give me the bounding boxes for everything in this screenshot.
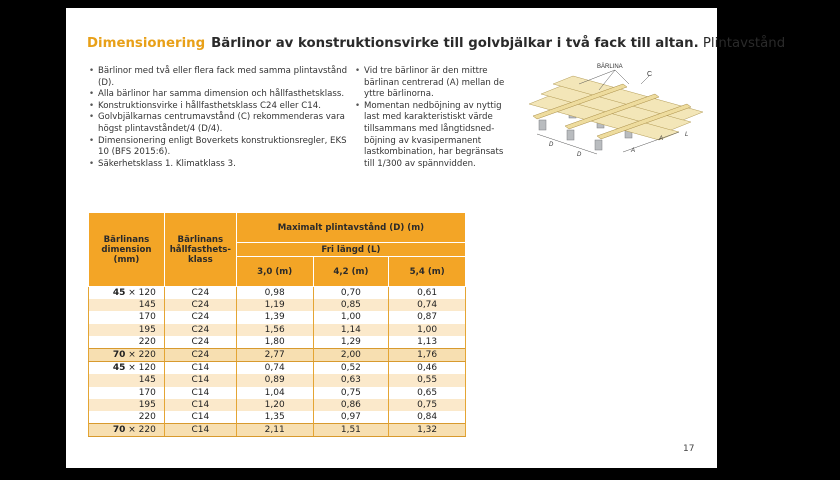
cell-value: 1,32: [389, 424, 466, 437]
cell-dimension: 170: [89, 311, 165, 323]
page-heading: [87, 36, 785, 51]
label-d: D: [549, 142, 554, 148]
cell-value: 1,13: [389, 336, 466, 349]
header-length-2: 4,2 (m): [313, 257, 389, 287]
table-row: [89, 362, 466, 375]
cell-value: 0,75: [313, 387, 389, 399]
cell-dimension: 45 × 120: [89, 362, 165, 375]
cell-value: 1,51: [313, 424, 389, 437]
cell-value: 0,75: [389, 399, 466, 411]
cell-value: 2,11: [236, 424, 313, 437]
header-dimension: Bärlinans dimension (mm): [89, 213, 165, 287]
table-row: [89, 349, 466, 362]
cell-class: C14: [164, 399, 236, 411]
cell-value: 1,29: [313, 336, 389, 349]
cell-value: 0,55: [389, 374, 466, 386]
cell-class: C14: [164, 411, 236, 424]
cell-dimension: 220: [89, 336, 165, 349]
table-row: [89, 387, 466, 399]
cell-class: C14: [164, 374, 236, 386]
bullet-item: • Vid tre bärlinor är den mittre bärlinan centrerad (A) mellan de yttre bärlinorna.: [355, 66, 515, 101]
cell-value: 0,61: [389, 287, 466, 300]
cell-dimension: 145: [89, 374, 165, 386]
cell-class: C24: [164, 299, 236, 311]
cell-value: 1,35: [236, 411, 313, 424]
cell-value: 1,80: [236, 336, 313, 349]
document-page: [66, 8, 786, 468]
cell-class: C24: [164, 311, 236, 323]
table-row: [89, 411, 466, 424]
cell-value: 1,04: [236, 387, 313, 399]
dimension-table: [88, 212, 466, 437]
cell-value: 0,89: [236, 374, 313, 386]
cell-class: C14: [164, 362, 236, 375]
label-barlina: BÄRLINA: [597, 64, 623, 70]
heading-accent: Dimensionering: [87, 36, 206, 51]
table-row: [89, 311, 466, 323]
deck-structure-diagram: [519, 54, 709, 174]
bullet-item: • Alla bärlinor har samma dimension och hållfasthetsklass.: [89, 89, 351, 101]
table-row: [89, 287, 466, 300]
cell-value: 0,70: [313, 287, 389, 300]
page-number: 17: [683, 444, 695, 454]
cell-value: 1,56: [236, 324, 313, 336]
bullet-item: • Dimensionering enligt Boverkets konstruktionsregler, EKS 10 (BFS 2015:6).: [89, 136, 351, 159]
header-length-3: 5,4 (m): [389, 257, 466, 287]
table-body: [89, 287, 466, 437]
cell-value: 0,98: [236, 287, 313, 300]
cell-class: C24: [164, 287, 236, 300]
header-max-distance: Maximalt plintavstånd (D) (m): [236, 213, 465, 243]
table-row: [89, 324, 466, 336]
cell-value: 1,00: [313, 311, 389, 323]
cell-value: 0,52: [313, 362, 389, 375]
table-row: [89, 399, 466, 411]
cell-value: 1,19: [236, 299, 313, 311]
heading-title: Bärlinor av konstruktionsvirke till golvbjälkar i två fack till altan.: [211, 36, 699, 51]
cell-dimension: 145: [89, 299, 165, 311]
cell-value: 0,74: [236, 362, 313, 375]
label-c: C: [647, 71, 653, 78]
table-row: [89, 336, 466, 349]
cell-value: 1,14: [313, 324, 389, 336]
table-row: [89, 299, 466, 311]
cell-value: 0,74: [389, 299, 466, 311]
bullet-list-left: [89, 66, 351, 170]
cell-value: 0,97: [313, 411, 389, 424]
header-class: Bärlinans hållfasthets-klass: [164, 213, 236, 287]
table-row: [89, 374, 466, 386]
cell-dimension: 220: [89, 411, 165, 424]
bullet-list-right: [355, 66, 515, 170]
bullet-item: • Säkerhetsklass 1. Klimatklass 3.: [89, 159, 351, 171]
cell-dimension: 195: [89, 399, 165, 411]
cell-class: C24: [164, 324, 236, 336]
bullet-item: • Golvbjälkarnas centrumavstånd (C) rekommenderas vara högst plintavståndet/4 (D/4).: [89, 112, 351, 135]
cell-value: 0,86: [313, 399, 389, 411]
cell-class: C14: [164, 424, 236, 437]
cell-dimension: 70 × 220: [89, 424, 165, 437]
header-length-1: 3,0 (m): [236, 257, 313, 287]
header-free-length: Fri längd (L): [236, 243, 465, 257]
cell-value: 0,63: [313, 374, 389, 386]
cell-value: 1,39: [236, 311, 313, 323]
cell-value: 0,84: [389, 411, 466, 424]
cell-value: 0,85: [313, 299, 389, 311]
heading-subtitle: Plintavstånd: [702, 36, 786, 51]
cell-dimension: 195: [89, 324, 165, 336]
cell-value: 2,77: [236, 349, 313, 362]
cell-value: 0,87: [389, 311, 466, 323]
label-a: A: [659, 136, 664, 142]
bullet-item: • Momentan nedböjning av nyttig last med karakteristiskt värde tillsammans med långtidsned-böjning av kvasipermanent lastkombination, har begränsats till 1/300 av spännvidden.: [355, 101, 515, 171]
cell-dimension: 170: [89, 387, 165, 399]
cell-value: 1,20: [236, 399, 313, 411]
cell-class: C14: [164, 387, 236, 399]
cell-value: 1,00: [389, 324, 466, 336]
cell-dimension: 45 × 120: [89, 287, 165, 300]
cell-class: C24: [164, 336, 236, 349]
label-d: D: [577, 152, 582, 158]
bullet-item: • Konstruktionsvirke i hållfasthetsklass C24 eller C14.: [89, 101, 351, 113]
cell-value: 0,46: [389, 362, 466, 375]
label-a: A: [631, 148, 636, 154]
cell-value: 1,76: [389, 349, 466, 362]
table-row: [89, 424, 466, 437]
bullet-item: • Bärlinor med två eller flera fack med samma plintavstånd (D).: [89, 66, 351, 89]
label-l: L: [685, 132, 689, 138]
cell-class: C24: [164, 349, 236, 362]
cell-value: 2,00: [313, 349, 389, 362]
cell-dimension: 70 × 220: [89, 349, 165, 362]
cell-value: 0,65: [389, 387, 466, 399]
